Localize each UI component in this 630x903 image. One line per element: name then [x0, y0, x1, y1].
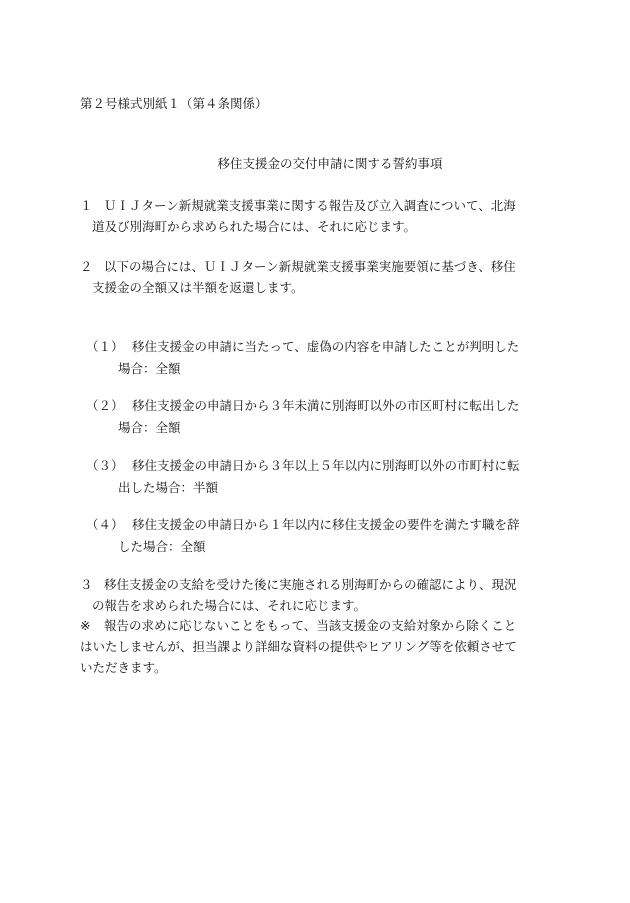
pledge-section-1 — [80, 195, 555, 239]
section-text-line: 移住支援金の支給を受けた後に実施される別海町からの確認により、現況 — [104, 577, 517, 592]
section-text-line: 支援金の全額又は半額を返還します。 — [92, 280, 304, 295]
condition-text-line: 移住支援金の申請日から１年以内に移住支援金の要件を満たす職を辞 — [132, 517, 520, 532]
note-text-line: はいたしませんが、担当課より詳細な資料の提供やヒアリング等を依頼させて — [80, 639, 517, 654]
condition-number: （１） — [86, 339, 124, 354]
section-number: ３ — [80, 577, 93, 592]
pledge-section-3 — [80, 574, 555, 618]
condition-number: （３） — [86, 458, 124, 473]
section-text-line: 以下の場合には、ＵＩＪターン新規就業支援事業実施要領に基づき、移住 — [104, 259, 516, 274]
condition-number: （４） — [86, 517, 124, 532]
section-number: ２ — [80, 259, 93, 274]
section-number: １ — [80, 198, 93, 213]
refund-condition-3 — [86, 455, 556, 499]
note-text-line: 報告の求めに応じないことをもって、当該支援金の支給対象から除くこと — [104, 618, 517, 633]
note-text-line: いただきます。 — [80, 660, 167, 675]
section-text-line: ＵＩＪターン新規就業支援事業に関する報告及び立入調査について、北海 — [104, 198, 516, 213]
section-text-line: の報告を求められた場合には、それに応じます。 — [92, 598, 367, 613]
condition-text-line: 移住支援金の申請に当たって、虚偽の内容を申請したことが判明した — [132, 339, 520, 354]
section-text-line: 道及び別海町から求められた場合には、それに応じます。 — [92, 219, 417, 234]
condition-text-line: 移住支援金の申請日から３年未満に別海町以外の市区町村に転出した — [132, 398, 520, 413]
condition-text-line: 場合：全額 — [118, 361, 181, 376]
condition-text-line: 出した場合：半額 — [118, 480, 219, 495]
refund-condition-4 — [86, 514, 556, 558]
pledge-section-2 — [80, 256, 555, 300]
note-mark: ※ — [80, 618, 91, 633]
refund-condition-1 — [86, 336, 556, 380]
note-block — [80, 615, 560, 681]
refund-condition-2 — [86, 395, 556, 439]
condition-text-line: 移住支援金の申請日から３年以上５年以内に別海町以外の市町村に転 — [132, 458, 520, 473]
condition-number: （２） — [86, 398, 124, 413]
condition-text-line: した場合：全額 — [118, 539, 206, 554]
document-title: 移住支援金の交付申請に関する誓約事項 — [217, 156, 443, 171]
form-number: 第２号様式別紙１（第４条関係） — [80, 96, 268, 111]
condition-text-line: 場合：全額 — [118, 420, 181, 435]
